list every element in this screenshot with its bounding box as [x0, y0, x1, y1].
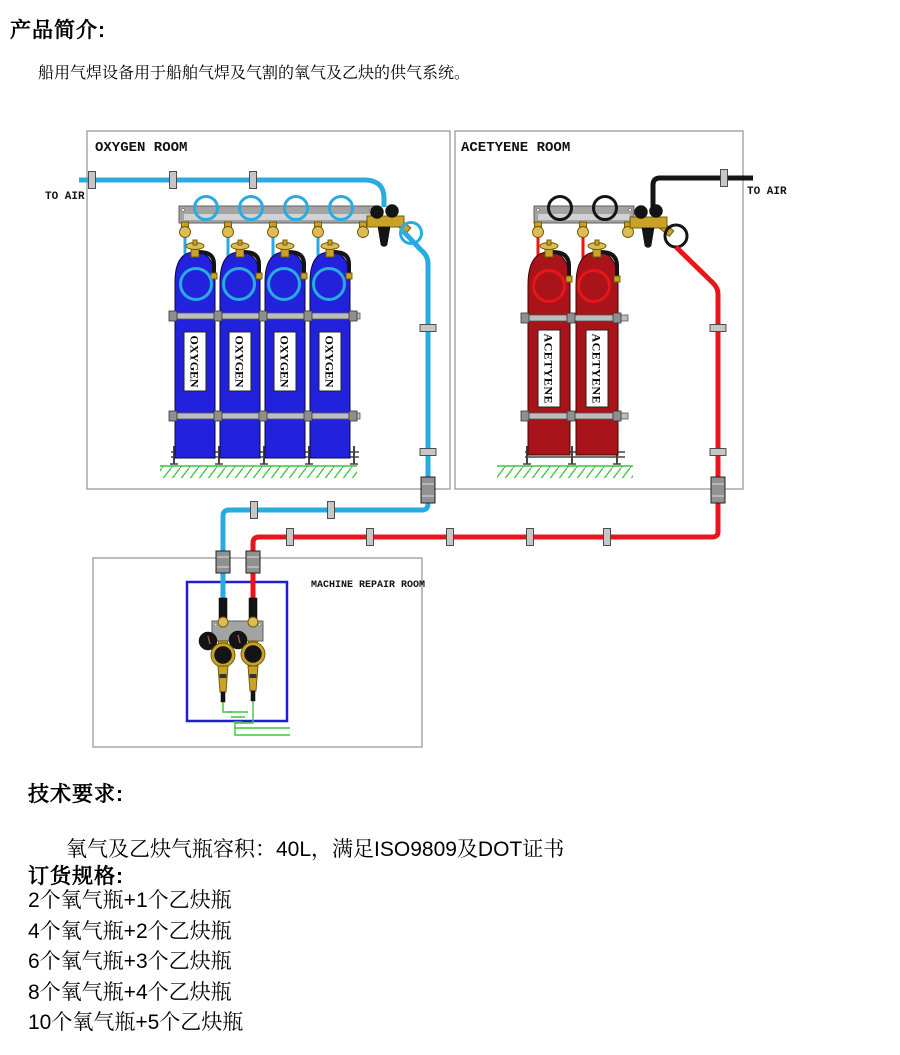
- acetylene-manifold-fittings: [533, 222, 634, 238]
- acetylene-header-clamp: [721, 170, 728, 187]
- order-item: 4个氧气瓶+2个乙炔瓶: [28, 919, 232, 943]
- torch-panel-enclosure: [187, 582, 287, 721]
- tech-requirements-title: 技术要求:: [28, 783, 124, 806]
- tech-spec-text: 氧气及乙炔气瓶容积：40L，满足ISO9809及DOT证书: [66, 838, 565, 861]
- svg-text:OXYGEN: OXYGEN: [232, 335, 247, 388]
- order-spec-title: 订货规格:: [28, 865, 124, 888]
- to-air-right-label: TO AIR: [747, 186, 787, 198]
- oxygen-header-pipe: [79, 180, 384, 207]
- svg-text:OXYGEN: OXYGEN: [277, 335, 292, 388]
- oxygen-manifold: [179, 197, 375, 238]
- order-item: 8个氧气瓶+4个乙炔瓶: [28, 980, 232, 1004]
- oxygen-room-label: OXYGEN ROOM: [95, 140, 188, 156]
- page-title: 产品简介:: [10, 19, 106, 42]
- torch-station: [199, 598, 290, 735]
- svg-text:ACETYENE: ACETYENE: [541, 333, 556, 404]
- ground-lines: [223, 701, 290, 735]
- svg-text:OXYGEN: OXYGEN: [322, 335, 337, 388]
- svg-text:ACETYENE: ACETYENE: [589, 333, 604, 404]
- oxygen-ground-hatch: [160, 466, 357, 478]
- svg-text:OXYGEN: OXYGEN: [187, 335, 202, 388]
- intro-text: 船用气焊设备用于船舶气焊及气割的氧气及乙炔的供气系统。: [38, 65, 471, 82]
- order-spec-list: [28, 886, 243, 1039]
- acetylene-ground-hatch: [497, 466, 633, 478]
- machine-room-label: MACHINE REPAIR ROOM: [311, 580, 426, 591]
- order-item: 6个氧气瓶+3个乙炔瓶: [28, 950, 232, 973]
- order-item: 2个氧气瓶+1个乙炔瓶: [28, 889, 232, 912]
- acetylene-header-pipe: [653, 178, 753, 210]
- acetylene-room-label: ACETYENE ROOM: [461, 140, 571, 156]
- acetylene-manifold: [533, 197, 635, 238]
- oxygen-manifold-fittings: [180, 222, 369, 238]
- order-item: 10个氧气瓶+5个乙炔瓶: [28, 1011, 244, 1034]
- acetylene-cylinder-labels: [538, 330, 608, 407]
- to-air-left-label: TO AIR: [45, 191, 85, 203]
- torches: [218, 666, 258, 702]
